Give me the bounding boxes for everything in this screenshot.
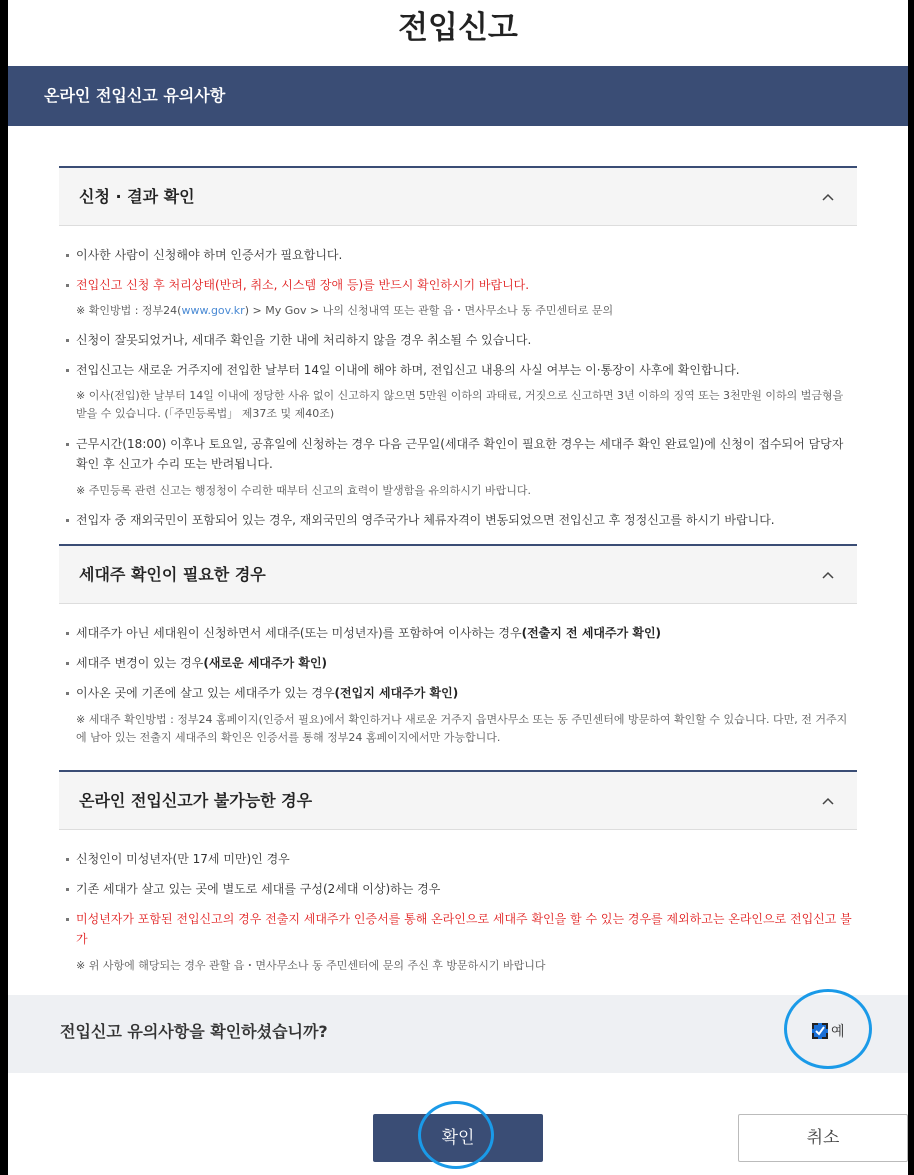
section-online-impossible <box>59 770 857 830</box>
confirm-question: 전입신고 유의사항을 확인하셨습니까? <box>60 1022 328 1041</box>
highlight-circle <box>418 1101 494 1169</box>
list-item-warning: 전입신고 신청 후 처리상태(반려, 취소, 시스템 장애 등)를 반드시 확인하시기 바랍니다. <box>66 275 856 295</box>
section-title: 온라인 전입신고가 불가능한 경우 <box>79 791 313 810</box>
section-householder-confirm <box>59 544 857 604</box>
list-item: 이사온 곳에 기존에 살고 있는 세대주가 있는 경우(전입지 세대주가 확인) <box>66 683 856 703</box>
section-header-application-result[interactable] <box>59 166 857 226</box>
section-header-householder-confirm[interactable] <box>59 544 857 604</box>
list-item: 신청인이 미성년자(만 17세 미만)인 경우 <box>66 849 856 869</box>
section-title: 세대주 확인이 필요한 경우 <box>79 565 266 584</box>
list-item: 전입신고는 새로운 거주지에 전입한 날부터 14일 이내에 해야 하며, 전입신고 내용의 사실 여부는 이·통장이 사후에 확인합니다. <box>66 360 856 380</box>
note-text: ※ 이사(전입)한 날부터 14일 이내에 정당한 사유 없이 신고하지 않으면 5만원 이하의 과태료, 거짓으로 신고하면 3년 이하의 징역 또는 3천만원 이하의 벌금형을 받을 수 있습니다. (「주민등록법」 제37조 및 제40조) <box>76 389 844 420</box>
note-text: ※ 주민등록 관련 신고는 행정청이 수리한 때부터 신고의 효력이 발생함을 유의하시기 바랍니다. <box>76 484 531 497</box>
page-title: 전입신고 <box>398 10 518 46</box>
list-item: 세대주가 아닌 세대원이 신청하면서 세대주(또는 미성년자)를 포함하여 이사하는 경우(전출지 전 세대주가 확인) <box>66 623 856 643</box>
dialog-frame <box>8 0 908 1175</box>
list-item: 전입자 중 재외국민이 포함되어 있는 경우, 재외국민의 영주국가나 체류자격이 변동되었으면 전입신고 후 정정신고를 하시기 바랍니다. <box>66 510 856 530</box>
chevron-up-icon[interactable] <box>821 568 835 582</box>
note-text: ※ 세대주 확인방법 : 정부24 홈페이지(인증서 필요)에서 확인하거나 새로운 거주지 읍면사무소 또는 동 주민센터에 방문하여 확인할 수 있습니다. 다만, 전 거주지에 남아 있는 전출지 세대주의 확인은 인증서를 통해 정부24 홈페이지에서만 가능합니다. <box>76 713 848 744</box>
list-item: 세대주 변경이 있는 경우(새로운 세대주가 확인) <box>66 653 856 673</box>
section-application-result <box>59 166 857 226</box>
section-header-online-impossible[interactable] <box>59 770 857 830</box>
govkr-link[interactable]: www.gov.kr <box>181 304 245 317</box>
cancel-button[interactable]: 취소 <box>738 1114 908 1162</box>
section-title: 신청 · 결과 확인 <box>79 187 195 206</box>
confirm-bar <box>8 995 908 1073</box>
list-item: 신청이 잘못되었거나, 세대주 확인을 기한 내에 처리하지 않을 경우 취소될 수 있습니다. <box>66 330 856 350</box>
note-text: ※ 확인방법 : 정부24(www.gov.kr) > My Gov > 나의 신청내역 또는 관할 읍・면사무소나 동 주민센터로 문의 <box>76 304 614 317</box>
ok-button[interactable]: 확인 <box>373 1114 543 1162</box>
chevron-up-icon[interactable] <box>821 794 835 808</box>
notice-header: 온라인 전입신고 유의사항 <box>8 66 908 126</box>
list-item-warning: 미성년자가 포함된 전입신고의 경우 전출지 세대주가 인증서를 통해 온라인으로 세대주 확인을 할 수 있는 경우를 제외하고는 온라인으로 전입신고 불가 <box>66 909 856 949</box>
chevron-up-icon[interactable] <box>821 190 835 204</box>
highlight-circle <box>784 989 872 1069</box>
list-item: 기존 세대가 살고 있는 곳에 별도로 세대를 구성(2세대 이상)하는 경우 <box>66 879 856 899</box>
list-item: 근무시간(18:00) 이후나 토요일, 공휴일에 신청하는 경우 다음 근무일(세대주 확인이 필요한 경우는 세대주 확인 완료일)에 신청이 접수되어 담당자 확인 후 신고가 수리 또는 반려됩니다. <box>66 434 856 474</box>
list-item: 이사한 사람이 신청해야 하며 인증서가 필요합니다. <box>66 245 856 265</box>
note-text: ※ 위 사항에 해당되는 경우 관할 읍・면사무소나 동 주민센터에 문의 주신 후 방문하시기 바랍니다 <box>76 959 546 972</box>
agree-checkbox-label: 예 <box>831 1024 845 1040</box>
